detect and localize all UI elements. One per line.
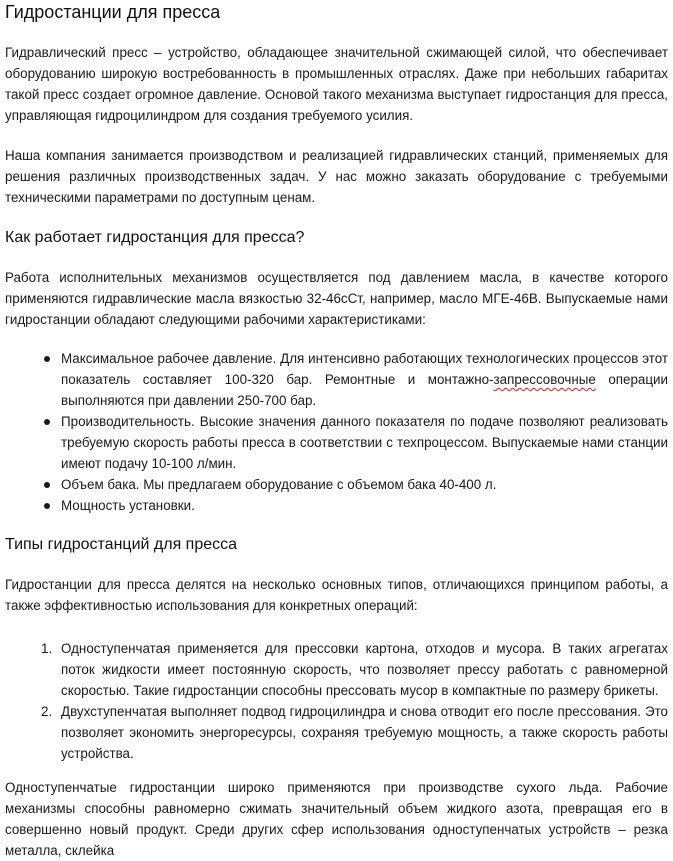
section2-paragraph: Гидростанции для пресса делятся на несколько основных типов, отличающихся принципом работы, а также эффективностью использования для конкретных операций:: [5, 577, 668, 613]
spellcheck-marked-word: запрессовочные: [493, 372, 596, 387]
types-list: [5, 638, 668, 764]
list-item-text: Мощность установки.: [61, 498, 195, 513]
list-item-text: Одноступенчатая применяется для прессовки картона, отходов и мусора. В таких агрегатах поток жидкости имеет постоянную скорость, что позволяет прессу работать с равномерной скоростью. Такие гидростанции способны прессовать мусор в компактные по размеру брикеты.: [61, 641, 668, 698]
characteristics-list: [5, 348, 668, 516]
list-item-text: Производительность. Высокие значения данного показателя по подаче позволяют реализовать требуемую скорость работы пресса в соответствии с техпроцессом. Выпускаемые нами станции имеют подачу 10-100 л/мин.: [61, 414, 668, 471]
list-number: 1.: [41, 641, 53, 656]
intro-paragraph-1: Гидравлический пресс – устройство, обладающее значительной сжимающей силой, что обеспечивает оборудованию широкую востребованность в промышленных отраслях. Даже при небольших габаритах такой пресс создает огромное давление. Основой такого механизма выступает гидростанция для пресса, управляющая гидроцилиндром для создания требуемого усилия.: [5, 45, 668, 123]
list-item-text: Максимальное рабочее давление. Для интенсивно работающих технологических процессов этот показатель составляет 100-320 бар. Ремонтные и монтажно-: [61, 351, 668, 387]
list-item: [5, 701, 668, 764]
list-item-text: Двухступенчатая выполняет подвод гидроцилиндра и снова отводит его после прессования. Это позволяет экономить энергоресурсы, сохраняя требуемую мощность, а также скорость работы устройства.: [61, 704, 668, 761]
list-item: [5, 495, 668, 516]
list-item: [5, 474, 668, 495]
list-item-text: Объем бака. Мы предлагаем оборудование с объемом бака 40-400 л.: [61, 477, 497, 492]
bullet-icon: [44, 503, 50, 509]
list-number: 2.: [41, 704, 53, 719]
bullet-icon: [44, 356, 50, 362]
bullet-icon: [44, 482, 50, 488]
intro-paragraph-2: Наша компания занимается производством и реализацией гидравлических станций, применяемых для решения различных производственных задач. У нас можно заказать оборудование с требуемыми техническими параметрами по доступным ценам.: [5, 148, 668, 205]
section1-paragraph: Работа исполнительных механизмов осуществляется под давлением масла, в качестве которого применяются гидравлические масла вязкостью 32-46сСт, например, масло МГЕ-46В. Выпускаемые нами гидростанции обладают следующими рабочими характеристиками:: [5, 270, 668, 327]
list-item-text: операции выполняются при давлении 250-700 бар.: [61, 372, 668, 408]
list-item: [5, 348, 668, 411]
bullet-icon: [44, 419, 50, 425]
closing-paragraph: Одноступенчатые гидростанции широко применяются при производстве сухого льда. Рабочие механизмы способны равномерно сжимать значительный объем жидкого азота, превращая его в совершенно новый продукт. Среди других сфер использования одноступенчатых устройств – резка металла, склейка: [5, 780, 668, 858]
list-item: [5, 638, 668, 701]
section-heading-types: Типы гидростанций для пресса: [5, 536, 238, 553]
section-heading-how-it-works: Как работает гидростанция для пресса?: [5, 229, 305, 246]
list-item: [5, 411, 668, 474]
page-title: Гидростанции для пресса: [5, 2, 221, 22]
